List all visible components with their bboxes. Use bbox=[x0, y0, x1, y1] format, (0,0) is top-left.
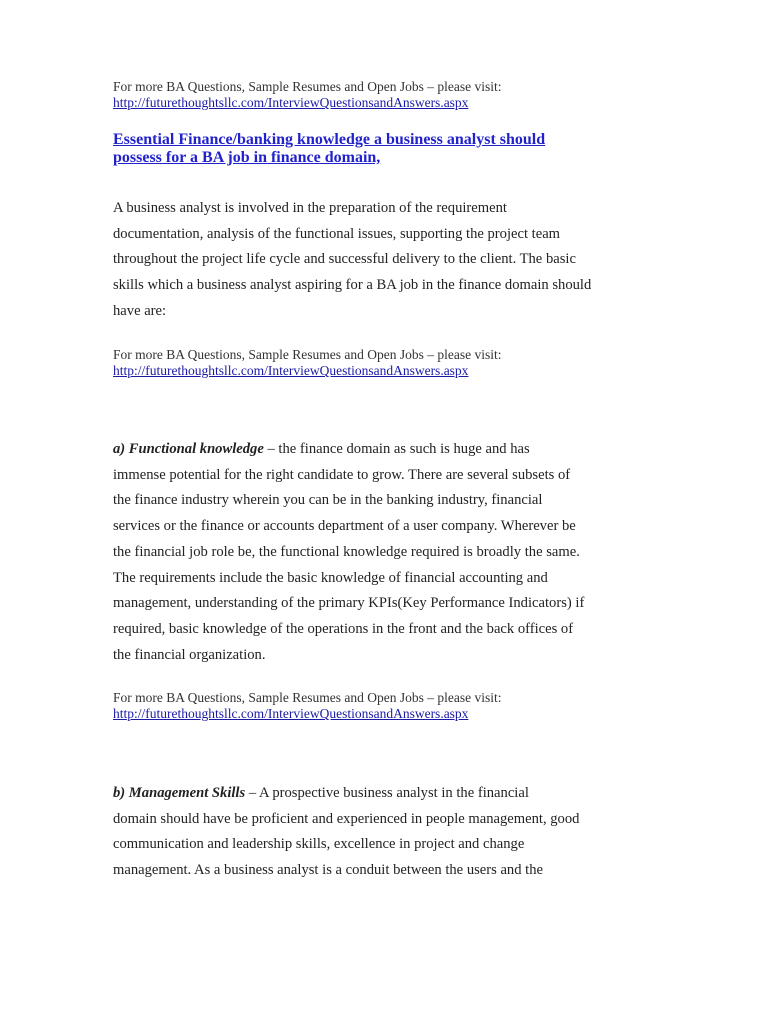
text-line: the finance industry wherein you can be in the banking industry, financial bbox=[113, 492, 543, 509]
text-line: A business analyst is involved in the preparation of the requirement bbox=[113, 200, 507, 216]
text-line: The requirements include the basic knowledge of financial accounting and bbox=[113, 569, 548, 586]
promo-link[interactable]: http://futurethoughtsllc.com/InterviewQuestionsandAnswers.aspx bbox=[113, 363, 469, 378]
text-span: – the finance domain as such is huge and has bbox=[263, 441, 530, 457]
text-line bbox=[113, 781, 579, 807]
text-line: required, basic knowledge of the operations in the front and the back offices of bbox=[113, 620, 574, 637]
text-line: the financial job role be, the functional knowledge required is broadly the same. bbox=[113, 543, 580, 560]
text-line: throughout the project life cycle and successful delivery to the client. The basic bbox=[113, 251, 576, 268]
section-heading: b) Management Skills bbox=[113, 785, 246, 801]
text-line: have are: bbox=[113, 302, 167, 319]
text-line: the financial organization. bbox=[113, 646, 266, 663]
article-title[interactable] bbox=[113, 131, 545, 167]
text-line: documentation, analysis of the functional issues, supporting the project team bbox=[113, 225, 561, 242]
promo-text: For more BA Questions, Sample Resumes and Open Jobs – please visit: bbox=[113, 347, 502, 362]
text-line bbox=[113, 437, 584, 463]
text-line: management. As a business analyst is a conduit between the users and the bbox=[113, 862, 544, 879]
text-line: management, understanding of the primary KPIs(Key Performance Indicators) if bbox=[113, 595, 585, 612]
promo-block-3 bbox=[113, 690, 501, 722]
text-line: domain should have be proficient and experienced in people management, good bbox=[113, 810, 580, 827]
title-line[interactable]: Essential Finance/banking knowledge a business analyst should bbox=[113, 131, 546, 148]
text-line: communication and leadership skills, excellence in project and change bbox=[113, 836, 525, 853]
section-management-skills bbox=[113, 781, 579, 884]
promo-block-1 bbox=[113, 79, 501, 111]
title-line[interactable]: possess for a BA job in finance domain, bbox=[113, 149, 381, 166]
text-line: immense potential for the right candidate to grow. There are several subsets of bbox=[113, 466, 571, 483]
promo-block-2 bbox=[113, 347, 501, 379]
intro-paragraph bbox=[113, 196, 591, 325]
text-line: skills which a business analyst aspiring for a BA job in the finance domain should bbox=[113, 277, 592, 294]
promo-link[interactable]: http://futurethoughtsllc.com/InterviewQuestionsandAnswers.aspx bbox=[113, 95, 469, 110]
text-line: services or the finance or accounts department of a user company. Wherever be bbox=[113, 518, 576, 535]
section-functional-knowledge bbox=[113, 437, 584, 668]
section-heading: a) Functional knowledge bbox=[113, 441, 264, 457]
promo-link[interactable]: http://futurethoughtsllc.com/InterviewQuestionsandAnswers.aspx bbox=[113, 706, 469, 721]
text-span: – A prospective business analyst in the financial bbox=[245, 785, 529, 801]
promo-text: For more BA Questions, Sample Resumes and Open Jobs – please visit: bbox=[113, 79, 502, 94]
promo-text: For more BA Questions, Sample Resumes and Open Jobs – please visit: bbox=[113, 690, 502, 705]
